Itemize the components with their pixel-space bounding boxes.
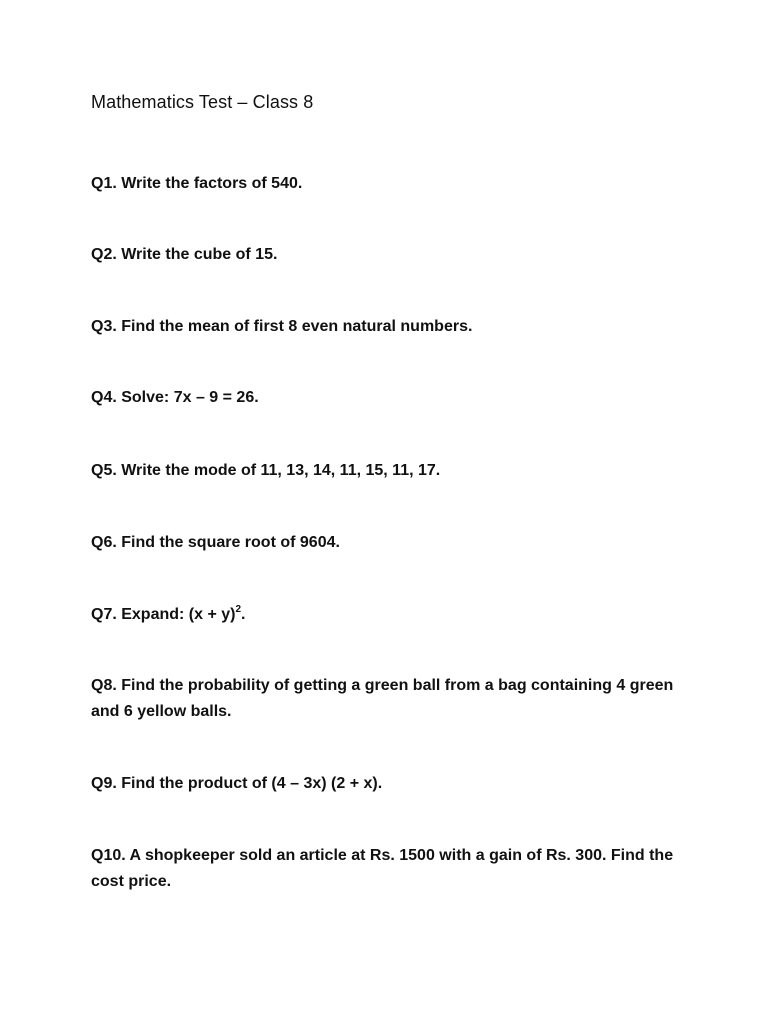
question-9: Q9. Find the product of (4 – 3x) (2 + x). [91,775,383,792]
question-7-end: . [241,606,246,623]
question-5: Q5. Write the mode of 11, 13, 14, 11, 15, 11, 17. [91,462,441,479]
document-title: Mathematics Test – Class 8 [91,92,314,112]
question-7-exponent: 2 [235,603,242,615]
question-3: Q3. Find the mean of first 8 even natural numbers. [91,318,473,335]
question-7 [91,602,681,628]
question-8: Q8. Find the probability of getting a green ball from a bag containing 4 green and 6 yellow balls. [91,677,674,720]
question-10: Q10. A shopkeeper sold an article at Rs. 1500 with a gain of Rs. 300. Find the cost price. [91,847,674,890]
question-4: Q4. Solve: 7x – 9 = 26. [91,389,259,406]
question-2: Q2. Write the cube of 15. [91,246,278,263]
question-1: Q1. Write the factors of 540. [91,175,303,192]
question-6: Q6. Find the square root of 9604. [91,534,340,551]
question-7-text: Q7. Expand: (x + y) [91,606,236,623]
